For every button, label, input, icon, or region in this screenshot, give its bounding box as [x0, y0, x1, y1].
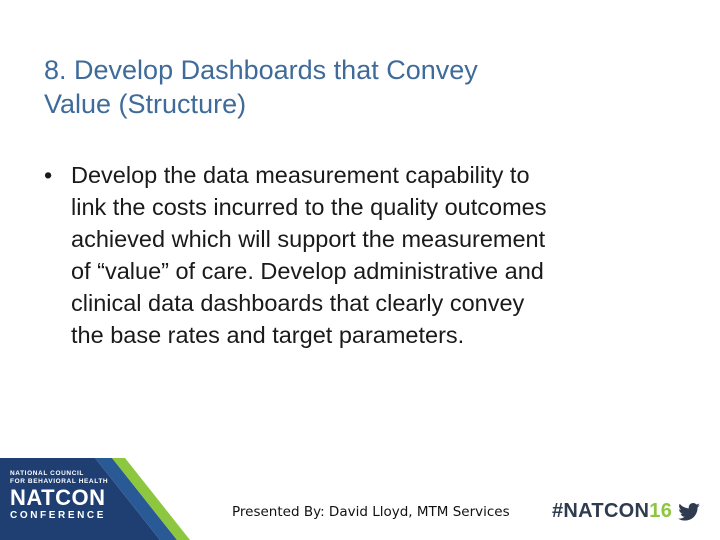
bullet-list	[44, 159, 694, 351]
presenter-credit: Presented By: David Lloyd, MTM Services	[232, 504, 510, 520]
natcon-logo	[10, 470, 120, 522]
logo-natcon: NATCON	[10, 485, 106, 510]
bullet-line: clinical data dashboards that clearly convey	[71, 290, 525, 316]
bullet-line: achieved which will support the measurement	[71, 226, 546, 252]
logo-line: FOR BEHAVIORAL HEALTH	[10, 478, 109, 485]
bullet-icon: •	[44, 162, 53, 188]
title-line: Value (Structure)	[44, 89, 247, 119]
event-hashtag	[552, 500, 672, 523]
bullet-item	[44, 159, 694, 351]
title-line: 8. Develop Dashboards that Convey	[44, 55, 478, 85]
logo-line: NATIONAL COUNCIL	[10, 470, 84, 477]
slide-title	[44, 53, 664, 121]
twitter-bird-icon	[678, 503, 700, 521]
logo-conference: CONFERENCE	[10, 510, 107, 521]
bullet-line: Develop the data measurement capability to	[71, 162, 530, 188]
hashtag-number: 16	[649, 500, 673, 522]
bullet-line: link the costs incurred to the quality outcomes	[71, 194, 547, 220]
bullet-line: of “value” of care. Develop administrative and	[71, 258, 544, 284]
bullet-line: the base rates and target parameters.	[71, 322, 465, 348]
hashtag-text: #NATCON	[552, 500, 650, 522]
